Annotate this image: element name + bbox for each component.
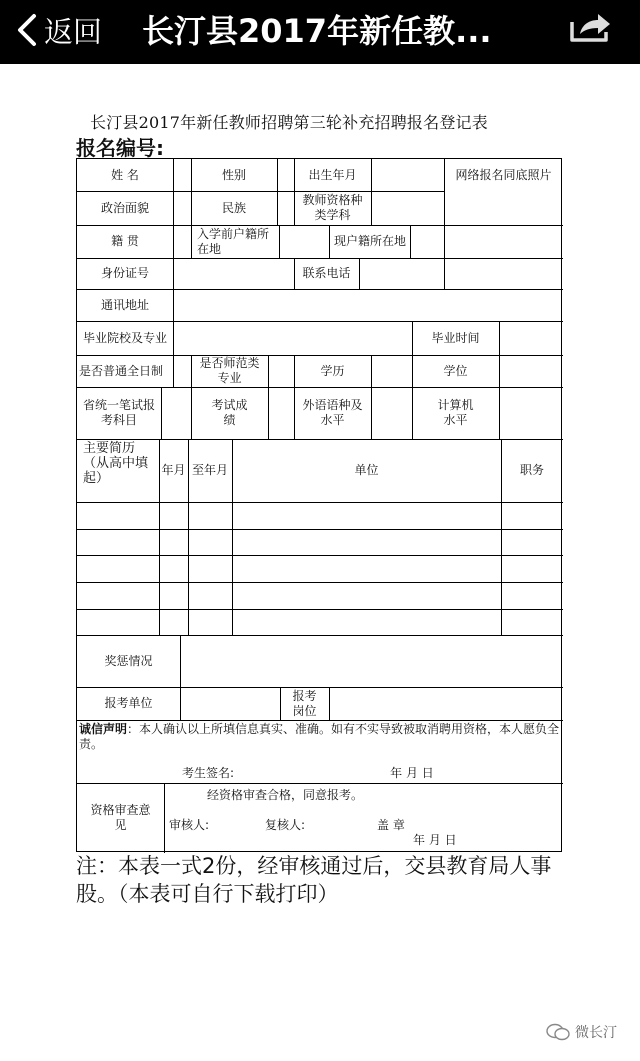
page-title: 长汀县2017年新任教... bbox=[142, 12, 492, 50]
label-resume-unit: 单位 bbox=[354, 463, 379, 477]
label-grad-time: 毕业时间 bbox=[431, 330, 480, 345]
label-phone: 联系电话 bbox=[302, 266, 351, 280]
label-name: 姓 名 bbox=[111, 167, 139, 182]
label-resume: 主要简历（从高中填起） bbox=[83, 441, 149, 486]
declaration-head: 诚信声明 bbox=[79, 722, 128, 736]
watermark bbox=[545, 1022, 617, 1042]
label-exam-score: 考试成绩 bbox=[211, 398, 248, 427]
label-cur-household: 现户籍所在地 bbox=[334, 234, 407, 248]
label-resume-from: 年月 bbox=[161, 463, 186, 477]
label-resume-position: 职务 bbox=[519, 463, 544, 477]
chevron-left-icon bbox=[14, 12, 40, 48]
nav-bar bbox=[0, 0, 640, 64]
label-reviewer: 审核人: bbox=[169, 817, 210, 832]
watermark-text: 微长汀 bbox=[575, 1025, 617, 1041]
label-computer: 计算机水平 bbox=[437, 398, 474, 427]
label-fulltime: 是否普通全日制 bbox=[79, 363, 164, 378]
registration-form bbox=[76, 158, 562, 852]
signature-date: 年 月 日 bbox=[390, 765, 434, 780]
label-apply-post: 报考岗位 bbox=[292, 688, 317, 718]
label-pre-household: 入学前户籍所在地 bbox=[197, 226, 270, 256]
label-address: 通讯地址 bbox=[100, 297, 149, 312]
footnote: 注：本表一式2份，经审核通过后，交县教育局人事股。（本表可自行下载打印） bbox=[76, 854, 552, 906]
declaration bbox=[79, 722, 561, 752]
label-gender: 性别 bbox=[221, 167, 246, 182]
label-teacher-cert: 教师资格种类学科 bbox=[302, 193, 363, 222]
label-exam-subject: 省统一笔试报考科目 bbox=[82, 398, 155, 427]
label-rechecker: 复核人: bbox=[265, 817, 306, 832]
label-rewards: 奖惩情况 bbox=[104, 653, 153, 668]
review-date: 年 月 日 bbox=[413, 832, 457, 847]
label-review: 资格审查意见 bbox=[90, 803, 151, 832]
label-ethnic: 民族 bbox=[221, 200, 246, 215]
label-id-number: 身份证号 bbox=[100, 266, 149, 280]
share-button[interactable] bbox=[566, 6, 616, 46]
back-label: 返回 bbox=[44, 14, 103, 49]
share-icon bbox=[566, 6, 616, 46]
label-normal-major: 是否师范类专业 bbox=[199, 356, 260, 385]
label-political: 政治面貌 bbox=[100, 200, 149, 215]
label-birth: 出生年月 bbox=[308, 167, 357, 182]
wechat-icon bbox=[545, 1022, 571, 1042]
back-button[interactable] bbox=[14, 8, 102, 52]
label-photo: 网络报名同底照片 bbox=[455, 167, 552, 182]
document-title: 长汀县2017年新任教师招聘第三轮补充招聘报名登记表 bbox=[90, 113, 488, 132]
label-education: 学历 bbox=[320, 363, 345, 378]
review-text: 经资格审查合格，同意报考。 bbox=[207, 787, 364, 802]
declaration-text: ：本人确认以上所填信息真实、准确。如有不实导致被取消聘用资格，本人愿负全责。 bbox=[79, 722, 560, 751]
label-apply-unit: 报考单位 bbox=[104, 696, 153, 710]
label-native-place: 籍 贯 bbox=[111, 234, 139, 248]
label-stamp: 盖 章 bbox=[377, 817, 405, 832]
label-degree: 学位 bbox=[443, 363, 468, 378]
label-signature: 考生签名: bbox=[181, 765, 235, 780]
label-language: 外语语种及水平 bbox=[302, 398, 363, 427]
label-resume-to: 至年月 bbox=[191, 463, 228, 477]
label-school: 毕业院校及专业 bbox=[82, 330, 167, 345]
registration-number-label: 报名编号: bbox=[76, 136, 164, 160]
